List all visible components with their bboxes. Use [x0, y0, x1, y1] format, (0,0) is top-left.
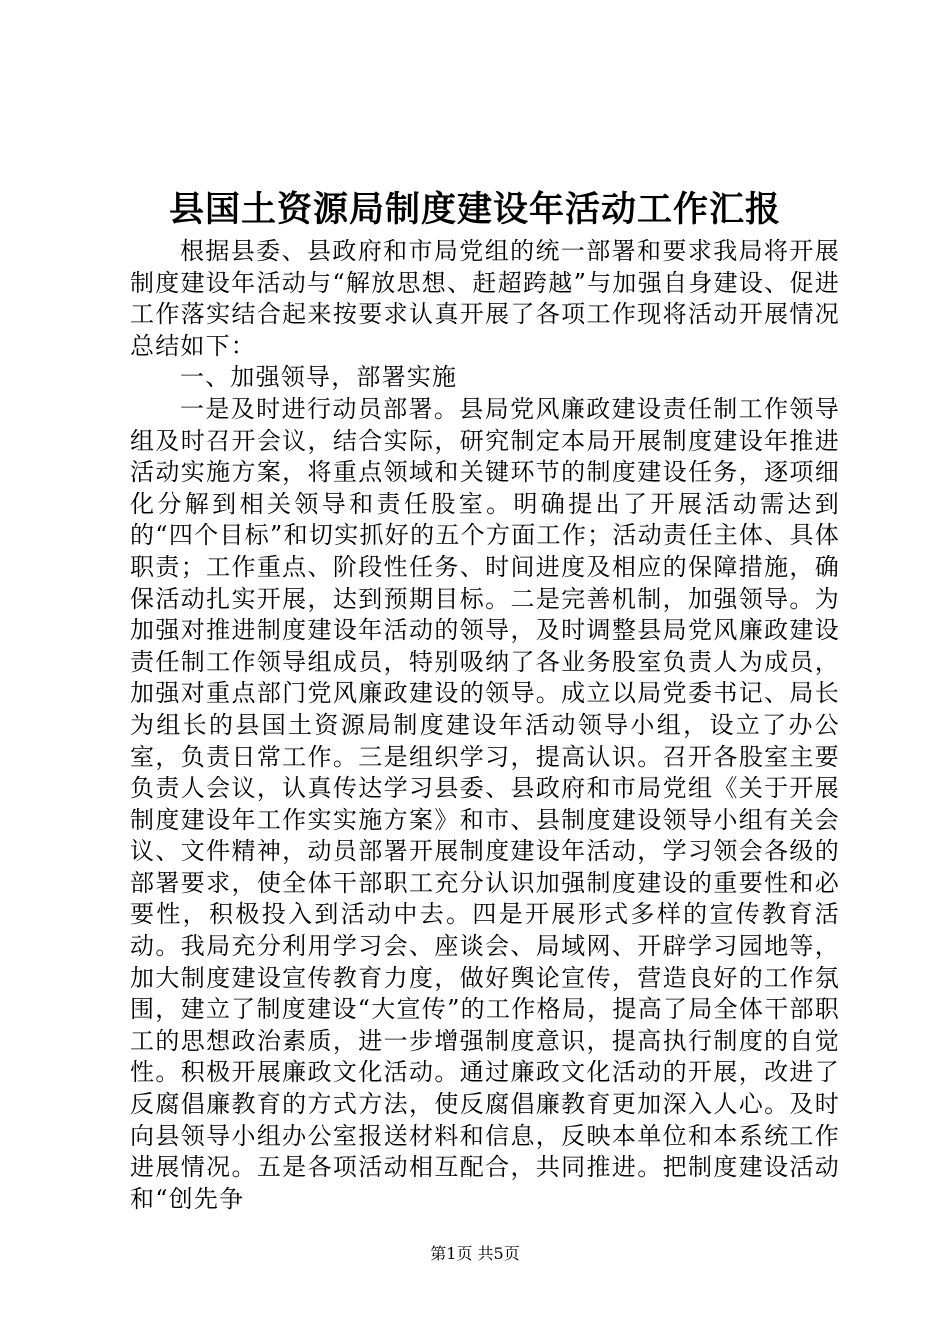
paragraph-intro: 根据县委、县政府和市局党组的统一部署和要求我局将开展制度建设年活动与“解放思想、赶超跨越”与加强自身建设、促进工作落实结合起来按要求认真开展了各项工作现将活动开展情况总结如下：	[130, 237, 840, 360]
paragraph-main: 一是及时进行动员部署。县局党风廉政建设责任制工作领导组及时召开会议，结合实际，研究制定本局开展制度建设年推进活动实施方案，将重点领域和关键环节的制度建设任务，逐项细化分解到相关领导和责任股室。明确提出了开展活动需达到的“四个目标”和切实抓好的五个方面工作；活动责任主体、具体职责；工作重点、阶段性任务、时间进度及相应的保障措施，确保活动扎实开展，达到预期目标。二是完善机制，加强领导。为加强对推进制度建设年活动的领导，及时调整县局党风廉政建设责任制工作领导组成员，特别吸纳了各业务股室负责人为成员，加强对重点部门党风廉政建设的领导。成立以局党委书记、局长为组长的县国土资源局制度建设年活动领导小组，设立了办公室，负责日常工作。三是组织学习，提高认识。召开各股室主要负责人会议，认真传达学习县委、县政府和市局党组《关于开展制度建设年工作实实施方案》和市、县制度建设领导小组有关会议、文件精神，动员部署开展制度建设年活动，学习领会各级的部署要求，使全体干部职工充分认识加强制度建设的重要性和必要性，积极投入到活动中去。四是开展形式多样的宣传教育活动。我局充分利用学习会、座谈会、局域网、开辟学习园地等，加大制度建设宣传教育力度，做好舆论宣传，营造良好的工作氛围，建立了制度建设“大宣传”的工作格局，提高了局全体干部职工的思想政治素质，进一步增强制度意识，提高执行制度的自觉性。积极开展廉政文化活动。通过廉政文化活动的开展，改进了反腐倡廉教育的方式方法，使反腐倡廉教育更加深入人心。及时向县领导小组办公室报送材料和信息，反映本单位和本系统工作进展情况。五是各项活动相互配合，共同推进。把制度建设活动和“创先争	[130, 394, 840, 1213]
section-heading: 一、加强领导，部署实施	[180, 363, 458, 392]
document-body	[130, 236, 840, 1215]
page-footer: 第1页 共5页	[430, 1244, 520, 1263]
document-title: 县国土资源局制度建设年活动工作汇报	[168, 189, 781, 230]
